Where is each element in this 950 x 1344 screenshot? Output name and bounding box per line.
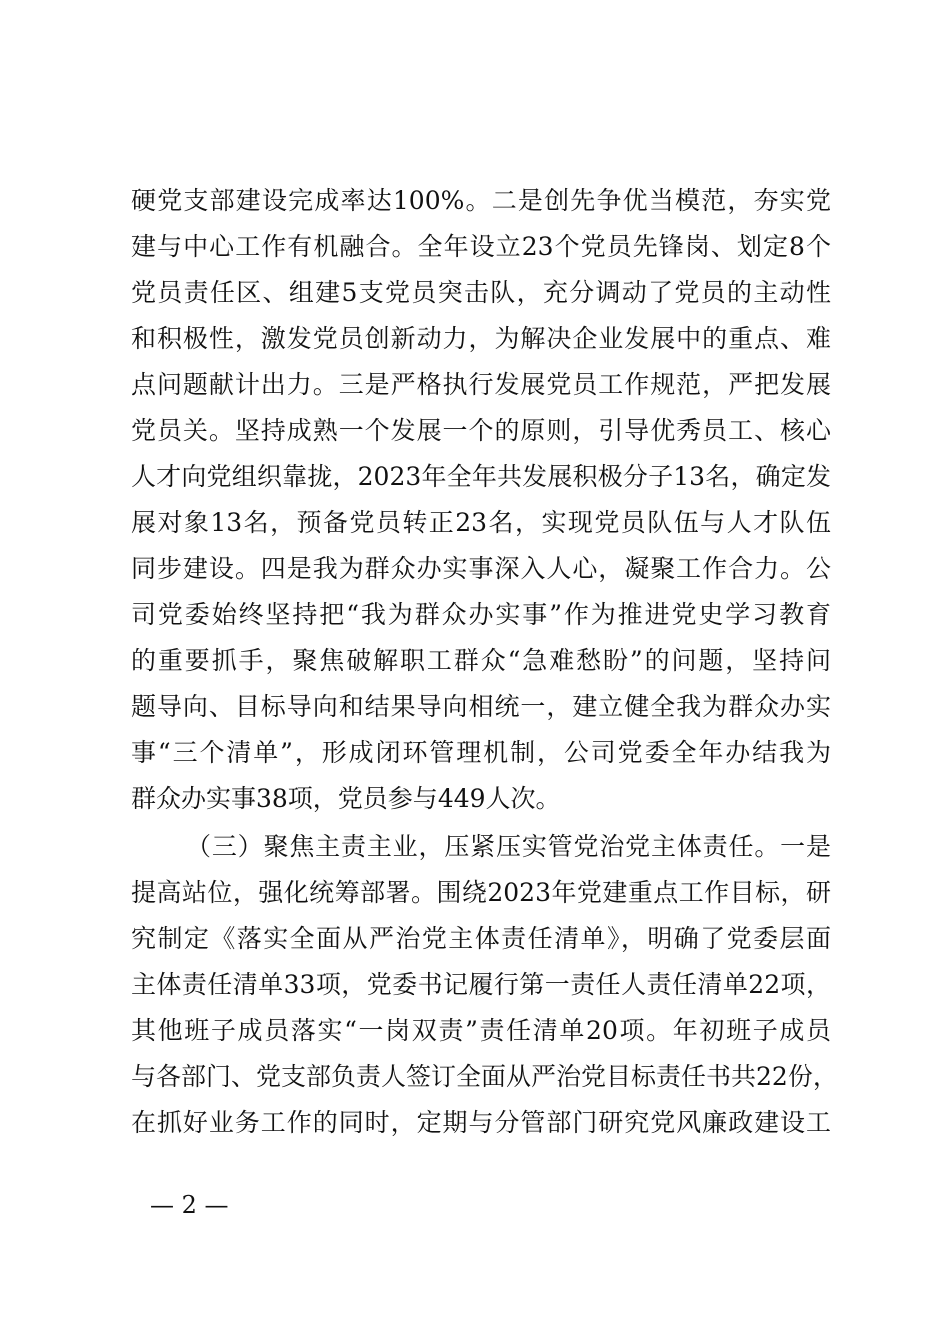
text-line: 在抓好业务工作的同时，定期与分管部门研究党风廉政建设工 — [131, 1108, 831, 1137]
text-line: 事“三个清单”，形成闭环管理机制，公司党委全年办结我为 — [131, 738, 831, 767]
text-line: 主体责任清单33项，党委书记履行第一责任人责任清单22项， — [131, 970, 831, 999]
text-line: 人才向党组织靠拢，2023年全年共发展积极分子13名，确定发 — [131, 462, 831, 491]
text-line: 同步建设。四是我为群众办实事深入人心，凝聚工作合力。公 — [131, 554, 831, 583]
text-line: 群众办实事38项，党员参与449人次。 — [131, 784, 561, 813]
text-line: 和积极性，激发党员创新动力，为解决企业发展中的重点、难 — [131, 324, 831, 353]
text-line: 党员关。坚持成熟一个发展一个的原则，引导优秀员工、核心 — [131, 416, 831, 445]
text-line: 党员责任区、组建5支党员突击队，充分调动了党员的主动性 — [131, 278, 831, 307]
text-line: 硬党支部建设完成率达100%。二是创先争优当模范，夯实党 — [131, 186, 831, 215]
text-line: 其他班子成员落实“一岗双责”责任清单20项。年初班子成员 — [131, 1016, 831, 1045]
page-number: — 2 — — [150, 1191, 229, 1219]
text-line: 点问题献计出力。三是严格执行发展党员工作规范，严把发展 — [131, 370, 831, 399]
text-line: 建与中心工作有机融合。全年设立23个党员先锋岗、划定8个 — [131, 232, 831, 261]
text-line: 司党委始终坚持把“我为群众办实事”作为推进党史学习教育 — [131, 600, 831, 629]
text-line: 展对象13名，预备党员转正23名，实现党员队伍与人才队伍 — [131, 508, 831, 537]
text-line: 究制定《落实全面从严治党主体责任清单》，明确了党委层面 — [131, 924, 831, 953]
text-line: 题导向、目标导向和结果导向相统一，建立健全我为群众办实 — [131, 692, 831, 721]
section-heading-line: （三）聚焦主责主业，压紧压实管党治党主体责任。一是 — [186, 832, 831, 861]
text-line: 与各部门、党支部负责人签订全面从严治党目标责任书共22份， — [131, 1062, 838, 1091]
text-line: 提高站位，强化统筹部署。围绕2023年党建重点工作目标，研 — [131, 878, 831, 907]
text-line: 的重要抓手，聚焦破解职工群众“急难愁盼”的问题，坚持问 — [131, 646, 831, 675]
